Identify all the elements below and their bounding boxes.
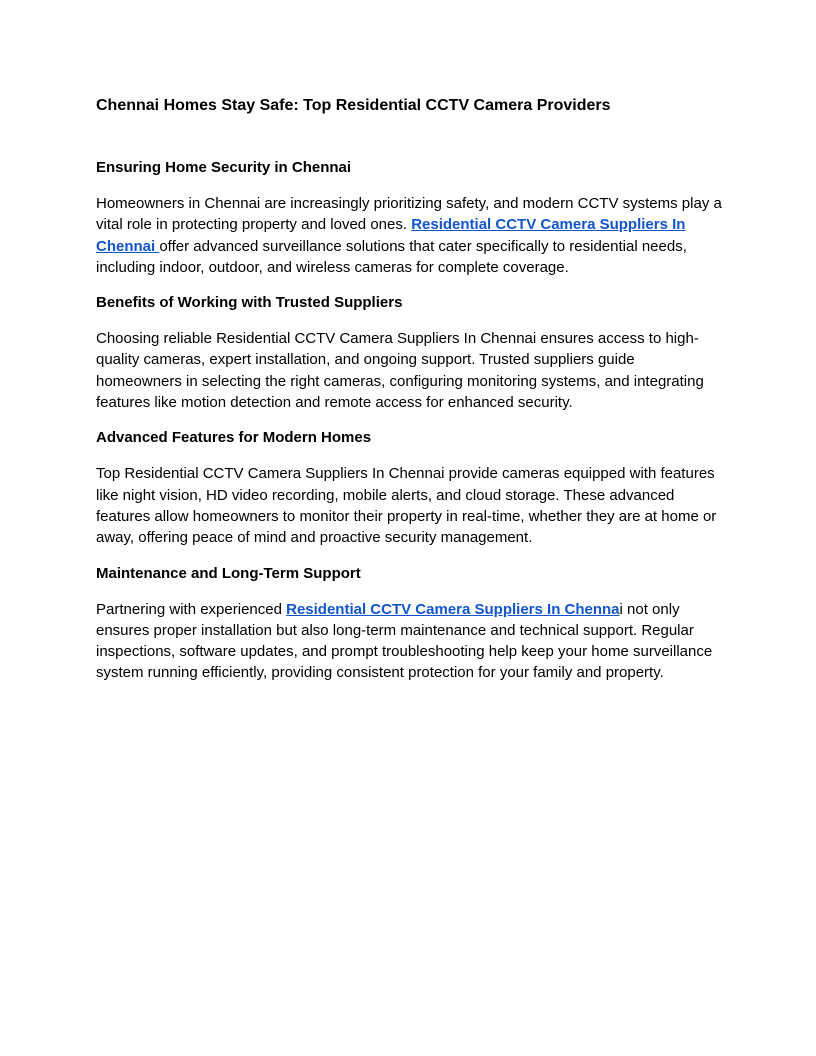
paragraph-text: Homeowners in Chennai are increasingly prioritizing safety, and modern CCTV systems play a vital role in protecting property and loved ones.: [96, 195, 722, 234]
section-paragraph: [96, 599, 724, 684]
paragraph-text: Partnering with experienced: [96, 600, 287, 618]
section-ensuring-security: [96, 158, 724, 278]
section-paragraph: Choosing reliable Residential CCTV Camera Suppliers In Chennai ensures access to high-quality cameras, expert installation, and ongoing support. Trusted suppliers guide homeowners in selecting the right cameras, configuring monitoring systems, and integrating features like motion detection and remote access for enhanced security.: [96, 330, 704, 412]
section-heading: Maintenance and Long-Term Support: [96, 564, 361, 582]
section-trusted-suppliers: [96, 293, 724, 413]
paragraph-text: offer advanced surveillance solutions that cater specifically to residential needs, including indoor, outdoor, and wireless cameras for complete coverage.: [96, 237, 687, 276]
page-title: Chennai Homes Stay Safe: Top Residential CCTV Camera Providers: [96, 97, 611, 114]
document-page: [96, 96, 724, 699]
section-heading: Ensuring Home Security in Chennai: [96, 159, 352, 176]
suppliers-link[interactable]: Residential CCTV Camera Suppliers In Chennai: [96, 216, 686, 255]
suppliers-link[interactable]: Residential CCTV Camera Suppliers In Chenna: [286, 600, 620, 618]
section-heading: Advanced Features for Modern Homes: [96, 429, 372, 447]
section-advanced-features: [96, 428, 724, 548]
section-heading: Benefits of Working with Trusted Suppliers: [96, 294, 403, 312]
section-paragraph: Top Residential CCTV Camera Suppliers In Chennai provide cameras equipped with features like night vision, HD video recording, mobile alerts, and cloud storage. These advanced features allow homeowners to monitor their property in real-time, whether they are at home or away, offering peace of mind and proactive security management.: [96, 465, 717, 547]
paragraph-text: i not only ensures proper installation but also long-term maintenance and technical support. Regular inspections, software updates, and prompt troubleshooting help keep your home surveillance system running efficiently, providing consistent protection for your family and property.: [96, 600, 713, 682]
section-paragraph: [96, 193, 724, 278]
section-maintenance-support: [96, 564, 724, 684]
